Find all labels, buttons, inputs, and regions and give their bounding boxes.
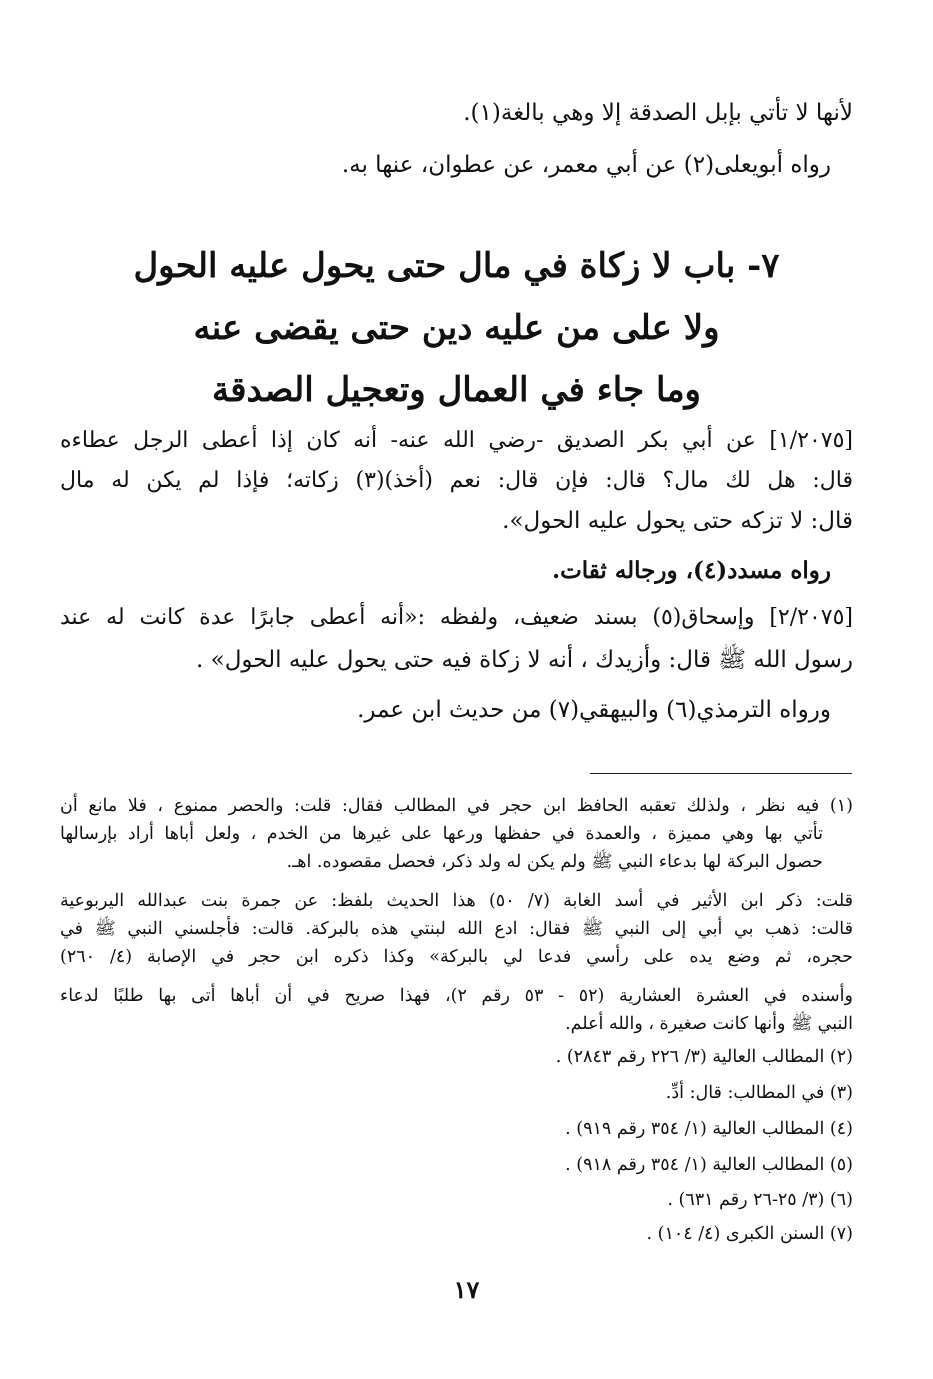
footnote-7: (٧) السنن الكبرى (٤/ ١٠٤) . [646, 1224, 853, 1244]
footnote-1b-line-1: قلت: ذكر ابن الأثير في أسد الغابة (٧/ ٥٠) هذا الحديث بلفظ: عن جمرة بنت عبدالله اليربوعية [60, 891, 853, 911]
chapter-heading-line-2: ولا على من عليه دين حتى يقضى عنه [193, 308, 720, 348]
hadith2-line-2: رسول الله ﷺ قال: وأزيدك ، أنه لا زكاة فيه حتى يحول عليه الحول» . [196, 647, 853, 673]
footnote-1-line-3: حصول البركة لها بدعاء النبي ﷺ ولم يكن له ولد ذكر، فحصل مقصوده. اهـ. [286, 852, 823, 872]
hadith2-line-1: [٢/٢٠٧٥] وإسحاق(٥) بسند ضعيف، ولفظه :«أنه أعطى جابرًا عدة كانت له عند [60, 605, 854, 630]
hadith1-source: رواه مسدد(٤)، ورجاله ثقات. [552, 557, 831, 584]
footnote-4: (٤) المطالب العالية (١/ ٣٥٤ رقم ٩١٩) . [565, 1119, 853, 1139]
hadith1-line-1: [١/٢٠٧٥] عن أبي بكر الصديق -رضي الله عنه- أنه كان إذا أعطى الرجل عطاءه [60, 428, 853, 453]
footnote-2: (٢) المطالب العالية (٣/ ٢٢٦ رقم ٢٨٤٣) . [555, 1047, 853, 1067]
intro-line-1: لأنها لا تأتي بإبل الصدقة إلا وهي بالغة(١). [463, 100, 853, 126]
footnote-1b-line-3: حجره، ثم وضع يده على رأسي فدعا لي بالبركة» وكذا ذكره ابن حجر في الإصابة (٤/ ٢٦٠) [60, 947, 853, 967]
page-body [60, 0, 853, 1379]
footnote-1b-line-4: وأسنده في العشرة العشارية (٥٢ - ٥٣ رقم ٢)، فهذا صريح في أن أباها أتى بها طلبًا لدعاء [60, 986, 853, 1006]
hadith2-line-3: ورواه الترمذي(٦) والبيهقي(٧) من حديث ابن عمر. [357, 697, 831, 723]
page-number: ١٧ [453, 1275, 480, 1304]
hadith1-line-3: قال: لا تزكه حتى يحول عليه الحول». [502, 508, 853, 534]
footnote-1b-line-5: النبي ﷺ وأنها كانت صغيرة ، والله أعلم. [565, 1014, 853, 1034]
hadith1-line-2: قال: هل لك مال؟ قال: فإن قال: نعم (أخذ)(٣) زكاته؛ فإذا لم يكن له مال [60, 468, 853, 493]
chapter-heading-line-1: ٧- باب لا زكاة في مال حتى يحول عليه الحول [133, 246, 780, 286]
footnote-3: (٣) في المطالب: قال: أدِّ. [665, 1083, 853, 1103]
intro-line-2: رواه أبويعلى(٢) عن أبي معمر، عن عطوان، عنها به. [341, 152, 831, 178]
chapter-heading-line-3: وما جاء في العمال وتعجيل الصدقة [212, 370, 701, 410]
footnote-1b-line-2: قالت: ذهب بي أبي إلى النبي ﷺ فقال: ادع الله لبنتي هذه بالبركة. قالت: فأجلسني النبي ﷺ في [60, 919, 853, 939]
footnote-separator [590, 773, 852, 774]
footnote-1-line-2: تأتي بها وهي مميزة ، والعمدة في حفظها ورعها على غيرها من الخدم ، ولعل أباها أراد بإرسالها [60, 824, 823, 844]
footnote-1-line-1: (١) فيه نظر ، ولذلك تعقبه الحافظ ابن حجر في المطالب فقال: قلت: والحصر ممنوع ، فلا مانع أن [60, 796, 853, 816]
footnote-6: (٦) (٣/ ٢٥-٢٦ رقم ٦٣١) . [667, 1190, 853, 1210]
footnote-5: (٥) المطالب العالية (١/ ٣٥٤ رقم ٩١٨) . [565, 1155, 853, 1175]
